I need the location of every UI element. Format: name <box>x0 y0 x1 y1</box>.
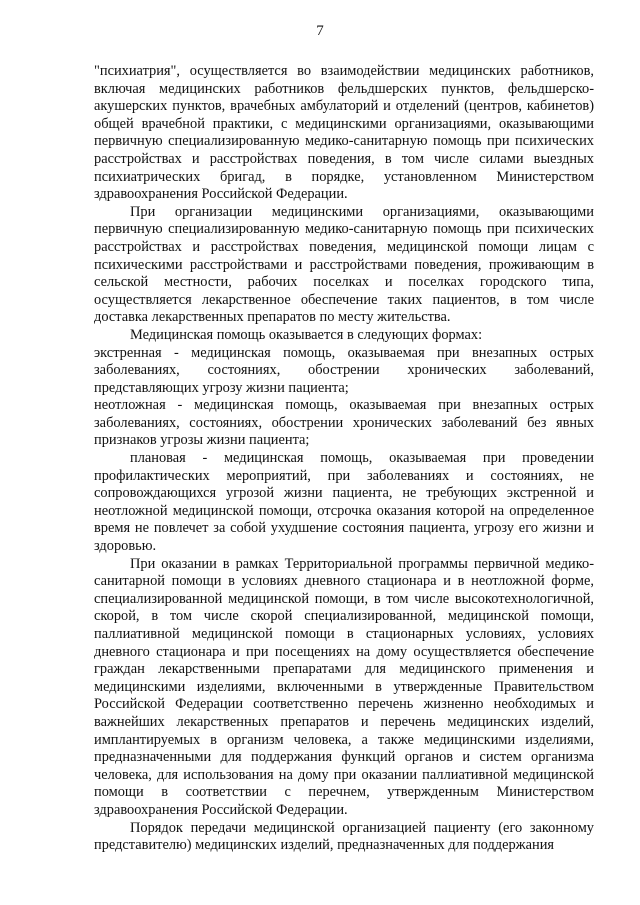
paragraph-psychiatry-cooperation: "психиатрия", осуществляется во взаимодействии медицинских работников, включая медицинских работников фельдшерских пунктов, фельдшерско-акушерских пунктов, врачебных амбулаторий и отделений (центров, кабинетов) общей врачебной практики, с медицинскими организациями, оказывающими первичную специализированную медико-санитарную помощь при психических расстройствах и расстройствах поведения, в том числе силами выездных психиатрических бригад, в порядке, установленном Министерством здравоохранения Российской Федерации. <box>94 63 594 203</box>
paragraph-planned-form: плановая - медицинская помощь, оказываемая при проведении профилактических мероприятий, при заболеваниях и состояниях, не сопровождающихся угрозой жизни пациента, не требующих экстренной и неотложной медицинской помощи, отсрочка оказания которой на определенное время не повлечет за собой ухудшение состояния пациента, угрозу его жизни и здоровью. <box>94 450 594 555</box>
paragraph-drug-and-device-provision: При оказании в рамках Территориальной программы первичной медико-санитарной помощи в условиях дневного стационара и в неотложной форме, специализированной медицинской помощи, в том числе высокотехнологичной, скорой, в том числе скорой специализированной, медицинской помощи, паллиативной медицинской помощи в стационарных условиях, условиях дневного стационара и при посещениях на дому осуществляется обеспечение граждан лекарственными препаратами для медицинского применения и медицинскими изделиями, включенными в утвержденные Правительством Российской Федерации соответственно перечень жизненно необходимых и важнейших лекарственных препаратов и перечень медицинских изделий, имплантируемых в организм человека, а также медицинскими изделиями, предназначенными для поддержания функций органов и систем организма человека, для использования на дому при оказании паллиативной медицинской помощи в соответствии с перечнем, утвержденным Министерством здравоохранения Российской Федерации. <box>94 555 594 818</box>
paragraph-rural-drug-provision: При организации медицинскими организациями, оказывающими первичную специализированную медико-санитарную помощь при психических расстройствах и расстройствах поведения, медицинской помощи лицам с психическими расстройствами и расстройствами поведения, проживающим в сельской местности, рабочих поселках и поселках городского типа, осуществляется лекарственное обеспечение таких пациентов, в том числе доставка лекарственных препаратов по месту жительства. <box>94 203 594 326</box>
page-number: 7 <box>316 23 324 39</box>
document-body <box>94 63 594 855</box>
paragraph-emergency-form: экстренная - медицинская помощь, оказываемая при внезапных острых заболеваниях, состояниях, обострении хронических заболеваний, представляющих угрозу жизни пациента; <box>94 344 594 396</box>
paragraph-care-forms-intro: Медицинская помощь оказывается в следующих формах: <box>130 326 483 343</box>
paragraph-device-transfer-procedure: Порядок передачи медицинской организацией пациенту (его законному представителю) медицинских изделий, предназначенных для поддержания <box>94 819 594 854</box>
paragraph-urgent-form: неотложная - медицинская помощь, оказываемая при внезапных острых заболеваниях, состояниях, обострении хронических заболеваний без явных признаков угрозы жизни пациента; <box>94 397 594 449</box>
